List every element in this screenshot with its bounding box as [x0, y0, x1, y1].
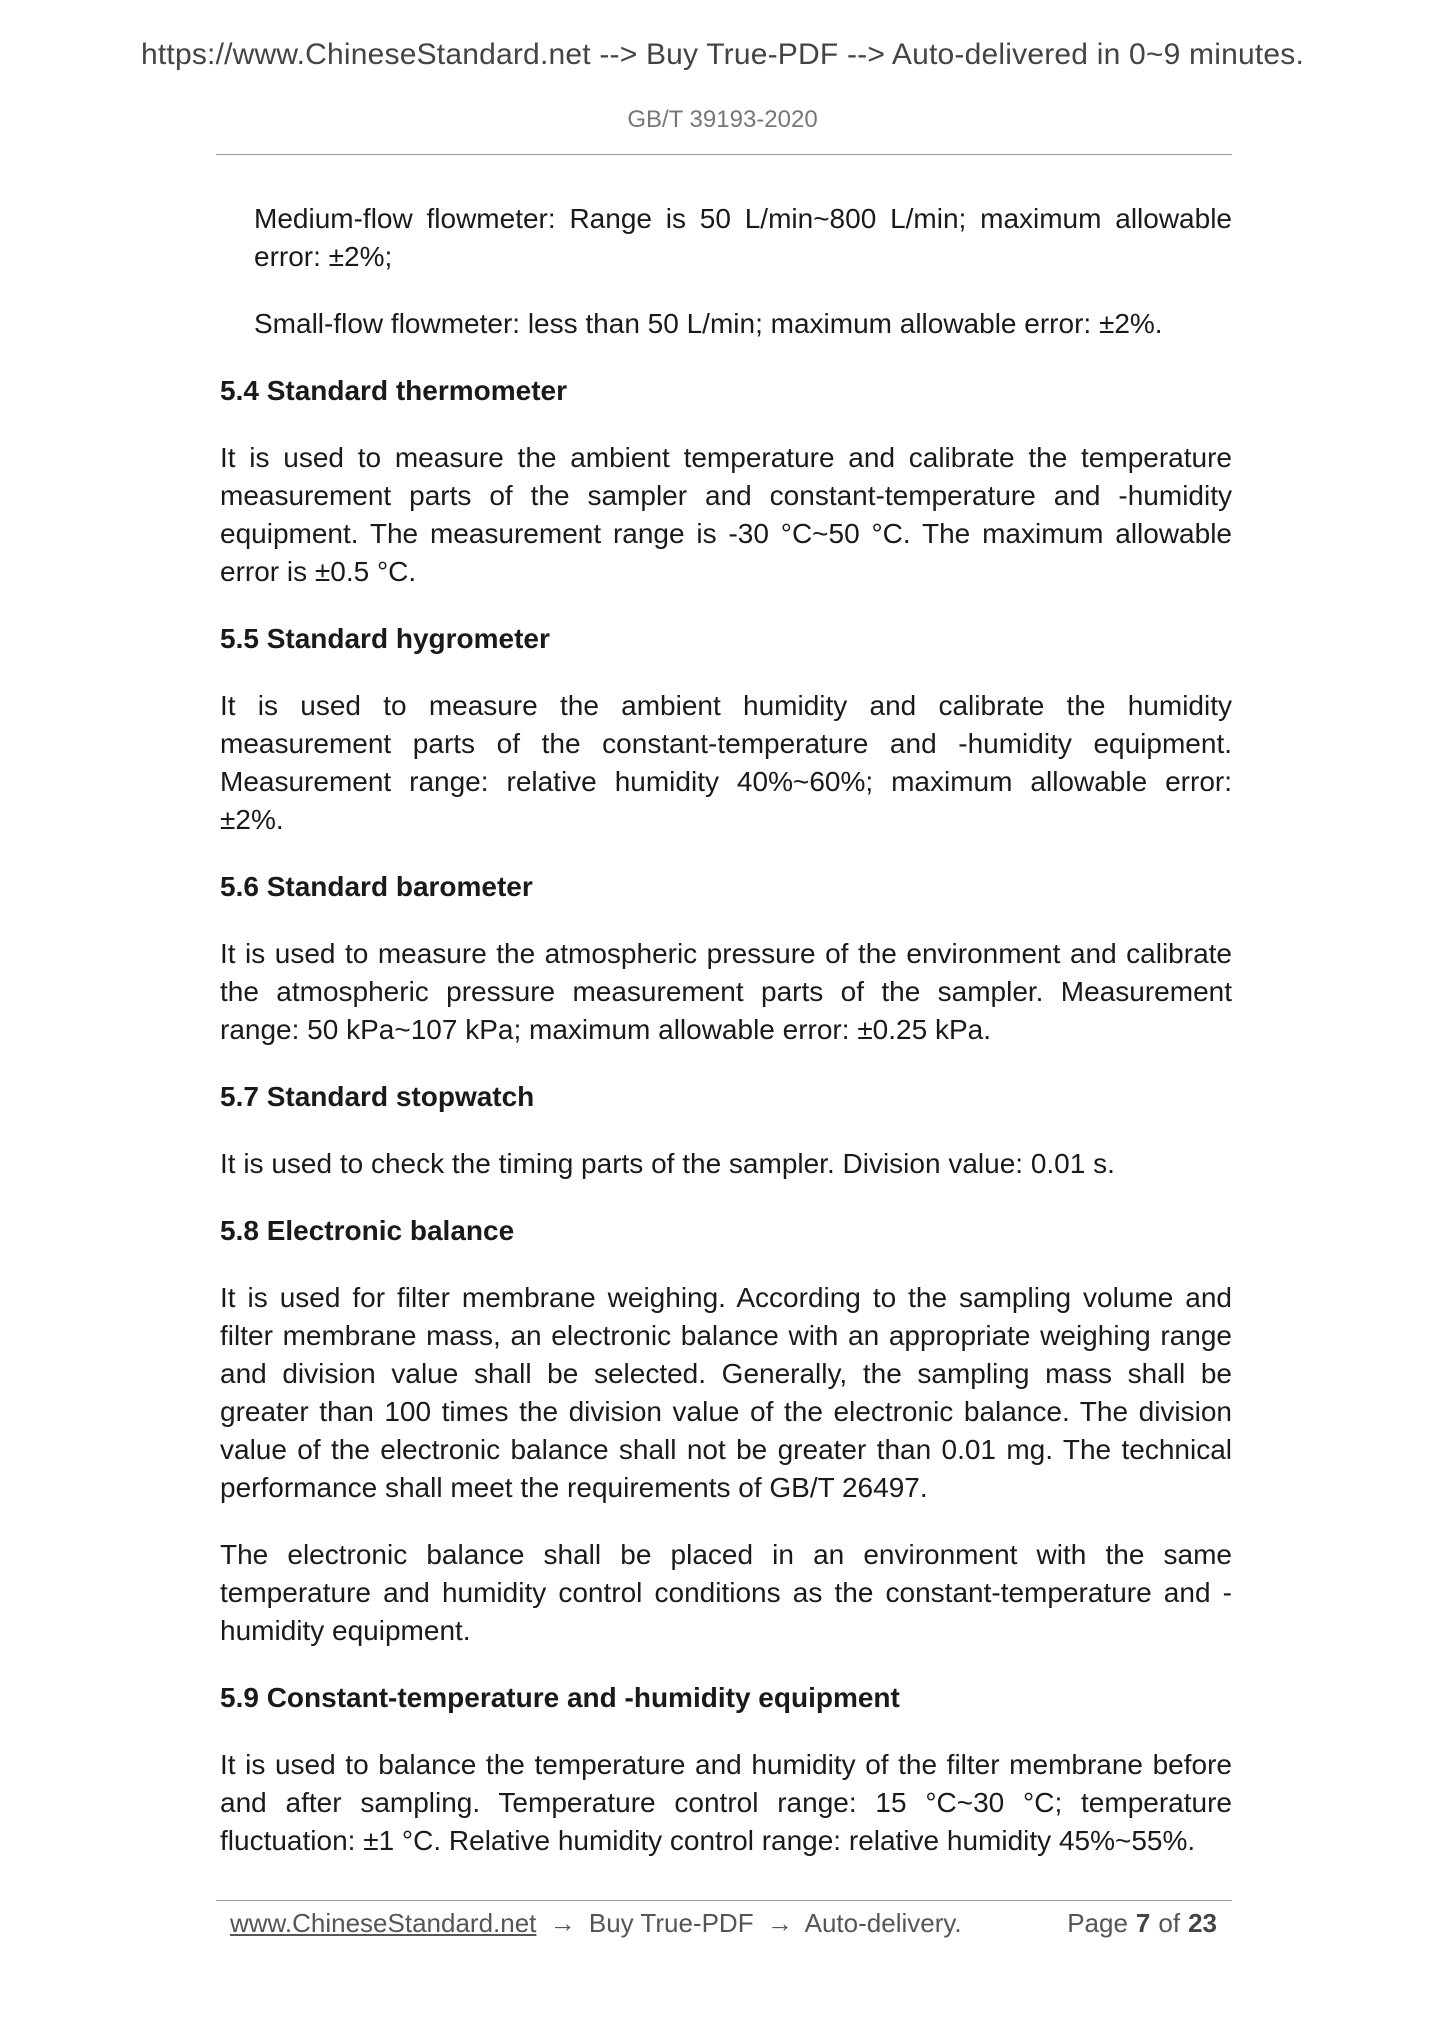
page-indicator [1067, 1905, 1225, 1941]
page-label: Page [1067, 1908, 1128, 1938]
arrow-right-icon: → [766, 1908, 793, 1938]
footer-delivery-text: Auto-delivery. [804, 1908, 962, 1938]
section-5-4-paragraph: It is used to measure the ambient temperature and calibrate the temperature measurement parts of the sampler and constant-temperature and -humidity equipment. The measurement range is -30 °C~50 °C. The maximum allowable error is ±0.5 °C. [220, 442, 1232, 587]
section-5-9-paragraph: It is used to balance the temperature and humidity of the filter membrane before and after sampling. Temperature control range: 15 °C~30 °C; temperature fluctuation: ±1 °C. Relative humidity control range: relative humidity 45%~55%. [220, 1749, 1232, 1856]
section-5-8-paragraph-1: It is used for filter membrane weighing. According to the sampling volume and filter membrane mass, an electronic balance with an appropriate weighing range and division value shall be selected. Generally, the sampling mass shall be greater than 100 times the division value of the electronic balance. The division value of the electronic balance shall not be greater than 0.01 mg. The technical performance shall meet the requirements of GB/T 26497. [220, 1282, 1232, 1503]
section-5-4-heading: 5.4 Standard thermometer [220, 375, 567, 406]
section-5-7-paragraph: It is used to check the timing parts of the sampler. Division value: 0.01 s. [220, 1148, 1115, 1179]
section-5-6-heading: 5.6 Standard barometer [220, 871, 533, 902]
header-divider [216, 154, 1232, 155]
page-content [220, 200, 1232, 1889]
small-flow-paragraph: Small-flow flowmeter: less than 50 L/min; maximum allowable error: ±2%. [254, 308, 1163, 339]
arrow-right-icon: → [549, 1908, 576, 1938]
of-label: of [1158, 1908, 1181, 1938]
footer-buy-text: Buy True-PDF [588, 1908, 754, 1938]
top-banner[interactable]: https://www.ChineseStandard.net --> Buy True-PDF --> Auto-delivered in 0~9 minutes. [141, 38, 1304, 71]
document-id: GB/T 39193-2020 [627, 106, 818, 133]
total-page-count: 23 [1188, 1908, 1217, 1938]
section-5-5-paragraph: It is used to measure the ambient humidity and calibrate the humidity measurement parts of the constant-temperature and -humidity equipment. Measurement range: relative humidity 40%~60%; maximum allowable error: ±2%. [220, 690, 1232, 835]
section-5-8-paragraph-2: The electronic balance shall be placed in an environment with the same temperature and humidity control conditions as the constant-temperature and -humidity equipment. [220, 1539, 1232, 1646]
footer-divider [216, 1900, 1232, 1901]
footer-site-link[interactable]: www.ChineseStandard.net [230, 1908, 537, 1938]
current-page-number: 7 [1135, 1908, 1151, 1938]
medium-flow-paragraph: Medium-flow flowmeter: Range is 50 L/min~800 L/min; maximum allowable error: ±2%; [254, 203, 1232, 272]
footer-links [230, 1905, 962, 1941]
section-5-9-heading: 5.9 Constant-temperature and -humidity equipment [220, 1682, 900, 1713]
section-5-5-heading: 5.5 Standard hygrometer [220, 623, 550, 654]
section-5-7-heading: 5.7 Standard stopwatch [220, 1081, 535, 1112]
section-5-8-heading: 5.8 Electronic balance [220, 1215, 515, 1246]
section-5-6-paragraph: It is used to measure the atmospheric pressure of the environment and calibrate the atmospheric pressure measurement parts of the sampler. Measurement range: 50 kPa~107 kPa; maximum allowable error: ±0.25 kPa. [220, 938, 1232, 1045]
